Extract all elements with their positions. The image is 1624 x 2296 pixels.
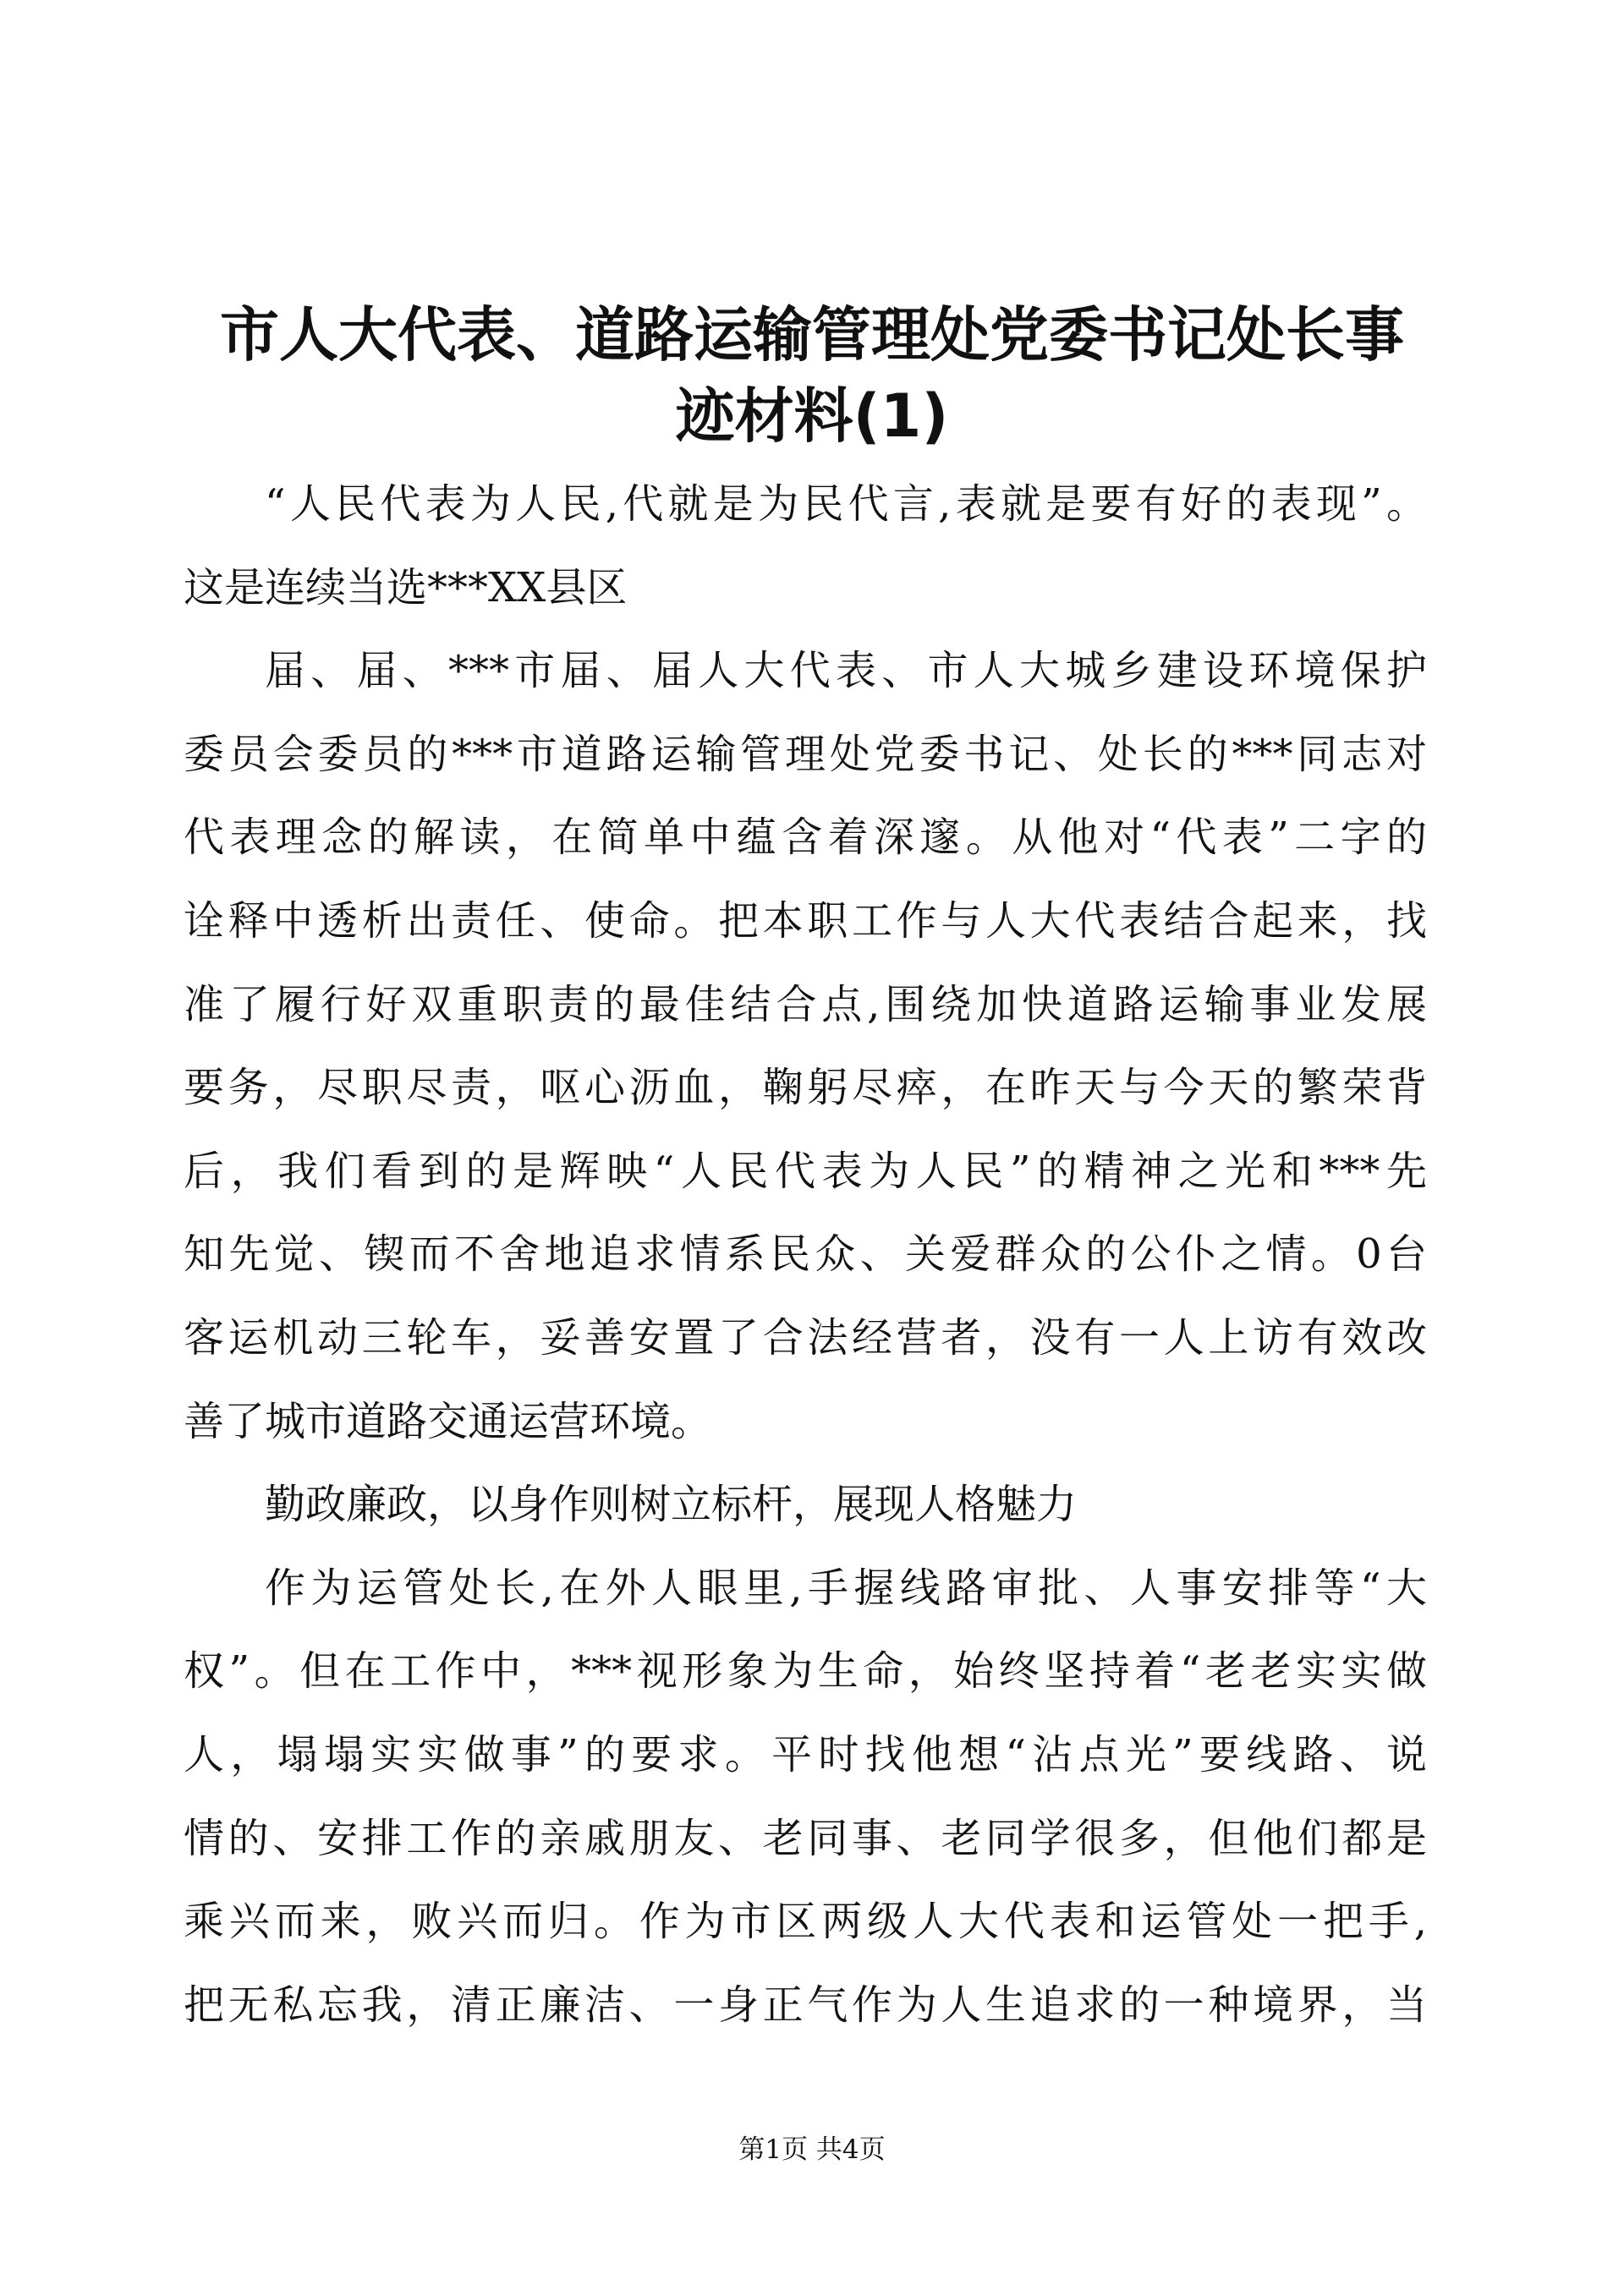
- body-line: 情的、安排工作的亲戚朋友、老同事、老同学很多，但他们都是: [184, 1814, 1427, 1862]
- body-line: 后，我们看到的是辉映“人民代表为人民”的精神之光和***先: [184, 1147, 1427, 1195]
- body-line: 人，塌塌实实做事”的要求。平时找他想“沾点光”要线路、说: [184, 1730, 1427, 1778]
- page-number-footer: 第1页 共4页: [738, 2134, 886, 2165]
- body-line: 准了履行好双重职责的最佳结合点,围绕加快道路运输事业发展: [184, 980, 1427, 1028]
- body-line: “人民代表为人民,代就是为民代言,表就是要有好的表现”。: [265, 480, 1427, 528]
- body-line: 要务，尽职尽责，呕心沥血，鞠躬尽瘁，在昨天与今天的繁荣背: [184, 1064, 1427, 1112]
- document-body: [184, 463, 1427, 2047]
- section-heading: 勤政廉政，以身作则树立标杆，展现人格魅力: [265, 1481, 1078, 1529]
- body-line: 作为运管处长,在外人眼里,手握线路审批、人事安排等“大: [265, 1564, 1427, 1612]
- body-line: 客运机动三轮车，妥善安置了合法经营者，没有一人上访有效改: [184, 1313, 1427, 1362]
- body-line: 代表理念的解读，在简单中蕴含着深邃。从他对“代表”二字的: [184, 814, 1427, 862]
- document-title-line-2: 迹材料(1): [675, 381, 949, 451]
- document-title-line-1: 市人大代表、道路运输管理处党委书记处长事: [220, 300, 1404, 370]
- body-line: 届、届、***市届、届人大代表、市人大城乡建设环境保护: [265, 647, 1427, 695]
- body-line: 知先觉、锲而不舍地追求情系民众、关爱群众的公仆之情。0台: [184, 1230, 1427, 1279]
- body-line: 权”。但在工作中，***视形象为生命，始终坚持着“老老实实做: [184, 1647, 1427, 1696]
- body-line: 把无私忘我，清正廉洁、一身正气作为人生追求的一种境界，当: [184, 1981, 1427, 2029]
- body-line: 这是连续当选***XX县区: [184, 563, 628, 611]
- body-line: 乘兴而来，败兴而归。作为市区两级人大代表和运管处一把手,: [184, 1898, 1427, 1946]
- body-line: 善了城市道路交通运营环境。: [184, 1397, 712, 1445]
- body-line: 委员会委员的***市道路运输管理处党委书记、处长的***同志对: [184, 730, 1427, 778]
- body-line: 诠释中透析出责任、使命。把本职工作与人大代表结合起来，找: [184, 896, 1427, 945]
